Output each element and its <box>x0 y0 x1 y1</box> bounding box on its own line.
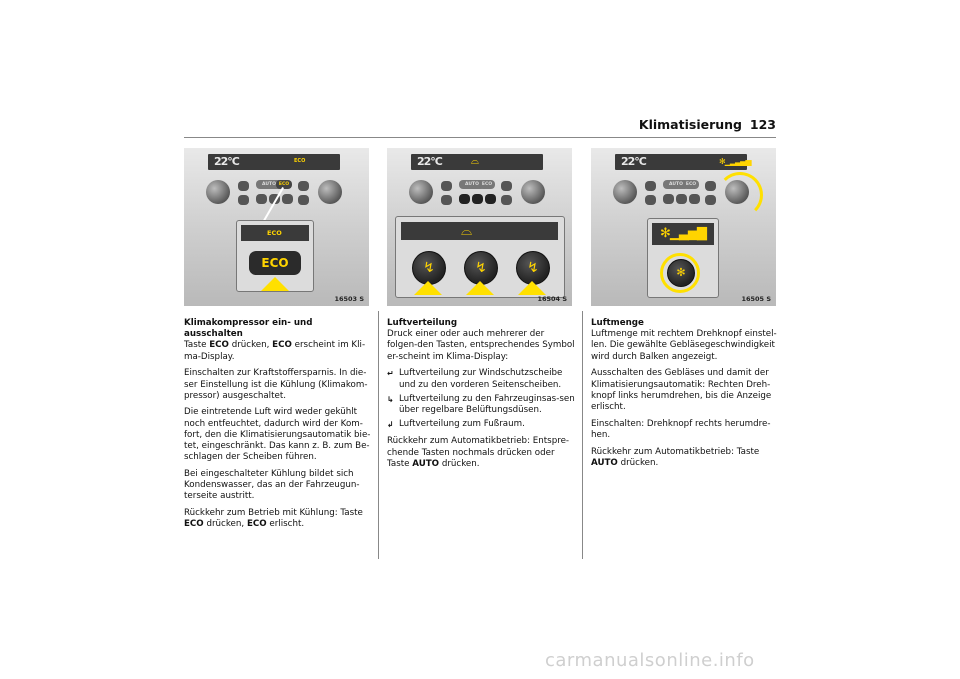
text: Taste <box>184 340 210 351</box>
zoom-display <box>401 222 558 240</box>
text: Luftverteilung zu den Fahrzeuginsas-sen über regelbare Belüftungsdüsen. <box>399 393 575 415</box>
left-knob <box>613 180 637 204</box>
figure-code: 16505 S <box>741 295 771 303</box>
eco-button-large: ECO <box>249 251 301 275</box>
climate-display <box>208 154 340 170</box>
text: erscheint im Kli-ma-Display. <box>184 340 366 362</box>
text: Rückkehr zum Betrieb mit Kühlung: Taste <box>184 508 363 519</box>
windshield-icon: ↯ <box>412 251 446 285</box>
press-arrow <box>466 281 494 295</box>
bold-text: ECO <box>246 519 267 530</box>
button <box>676 194 687 204</box>
section-heading: Klimakompressor ein- und ausschalten <box>184 318 313 340</box>
left-knob <box>206 180 230 204</box>
figure-air-volume <box>591 148 776 306</box>
display-eco-symbol: ECO <box>294 158 306 164</box>
column-air-volume <box>591 318 781 474</box>
text: Rückkehr zum Automatikbetrieb: Entspre-chende Tasten nochmals drücken oder Taste <box>387 436 570 469</box>
figure-code: 16504 S <box>537 295 567 303</box>
paragraph <box>387 318 577 363</box>
section-heading: Luftverteilung <box>387 318 458 328</box>
button <box>441 181 452 191</box>
fan-zoom-panel <box>647 218 719 298</box>
display-temperature: 22°C <box>417 155 442 168</box>
button <box>238 195 249 205</box>
bold-text: ECO <box>272 340 292 351</box>
zoom-display <box>241 225 309 241</box>
rotate-arrow <box>717 172 763 218</box>
windshield-button <box>459 194 470 204</box>
text: drücken, <box>228 340 273 351</box>
fan-knob-icon: ✻ <box>667 259 695 287</box>
list-item <box>387 419 577 430</box>
bold-text: AUTO <box>412 458 440 469</box>
text: Luftverteilung zur Windschutzscheibe und zu den vorderen Seitenscheiben. <box>399 368 563 390</box>
zoom-display <box>652 223 714 245</box>
watermark: carmanualsonline.info <box>545 650 755 671</box>
footwell-icon: ↯ <box>516 251 550 285</box>
text: Luftmenge mit rechtem Drehknopf einstel-len. Die gewählte Gebläsegeschwindigkeit wird durch Balken angezeigt. <box>591 329 777 362</box>
figure-code: 16503 S <box>334 295 364 303</box>
button <box>705 181 716 191</box>
paragraph <box>591 318 781 363</box>
text: Druck einer oder auch mehrerer der folgen-den Tasten, entsprechendes Symbol er-scheint im Klima-Display: <box>387 329 575 362</box>
fan-bars-icon: ✻▁▃▅▇ <box>660 226 706 241</box>
footwell-icon: ↲ <box>387 420 394 430</box>
distribution-zoom-panel <box>395 216 565 298</box>
eco-button: ECO <box>276 180 292 189</box>
column-divider <box>378 311 379 559</box>
text: erlischt. <box>266 519 305 530</box>
vent-icon: ↯ <box>464 251 498 285</box>
press-arrow <box>518 281 546 295</box>
press-arrow <box>261 277 289 291</box>
button <box>298 195 309 205</box>
climate-display <box>411 154 543 170</box>
car-outline-icon: ⌓ <box>461 223 473 239</box>
climate-display <box>615 154 751 170</box>
button <box>663 194 674 204</box>
header-rule <box>184 137 776 138</box>
bold-text: ECO <box>209 340 229 351</box>
column-distribution <box>387 318 577 475</box>
button <box>238 181 249 191</box>
button <box>441 195 452 205</box>
button <box>705 195 716 205</box>
callout-line <box>262 187 284 223</box>
paragraph: Einschalten: Drehknopf rechts herumdre-hen. <box>591 418 771 440</box>
paragraph: Bei eingeschalteter Kühlung bildet sich Kondenswasser, das an der Fahrzeugun-terseite austritt. <box>184 468 360 502</box>
eco-zoom-panel <box>236 220 314 292</box>
display-temperature: 22°C <box>621 155 646 168</box>
page-header <box>184 117 776 137</box>
paragraph: Ausschalten des Gebläses und damit der Klimatisierungsautomatik: Rechten Dreh-knopf links herumdrehen, bis die Anzeige erlischt. <box>591 368 772 412</box>
button <box>645 181 656 191</box>
button <box>256 194 267 204</box>
text: drücken, <box>203 519 247 530</box>
eco-button: ECO <box>479 180 495 189</box>
windshield-icon: ⌓ <box>471 156 479 167</box>
column-divider <box>582 311 583 559</box>
right-knob <box>318 180 342 204</box>
paragraph <box>184 508 374 530</box>
paragraph: Einschalten zur Kraftstoffersparnis. In die-ser Einstellung ist die Kühlung (Klimakom-pressor) ausgeschaltet. <box>184 368 368 401</box>
button <box>501 181 512 191</box>
button <box>645 195 656 205</box>
zoom-display-eco: ECO <box>267 229 282 237</box>
button <box>501 195 512 205</box>
figure-eco-control <box>184 148 369 306</box>
button <box>689 194 700 204</box>
page-title: Klimatisierung <box>638 117 742 132</box>
paragraph <box>387 436 577 470</box>
section-heading: Luftmenge <box>591 318 644 328</box>
text: drücken. <box>617 457 659 468</box>
page-number: 123 <box>749 117 776 132</box>
text: Rückkehr zum Automatikbetrieb: Taste <box>591 446 760 457</box>
button <box>298 181 309 191</box>
bold-text: AUTO <box>591 457 618 468</box>
auto-button: AUTO <box>663 180 689 189</box>
left-knob <box>409 180 433 204</box>
paragraph: Die eintretende Luft wird weder gekühlt noch entfeuchtet, dadurch wird der Kom-fort, den die Klimatisierungsautomatik bie-tet, eingeschränkt. Das kann z. B. zum Be-schlagen der Scheiben führen. <box>184 407 371 463</box>
button <box>282 194 293 204</box>
text: Luftverteilung zum Fußraum. <box>399 419 525 430</box>
paragraph <box>184 318 374 363</box>
paragraph <box>591 447 781 469</box>
eco-button: ECO <box>683 180 699 189</box>
windshield-icon: ↵ <box>387 369 394 379</box>
right-knob <box>521 180 545 204</box>
press-arrow <box>414 281 442 295</box>
bold-text: ECO <box>184 519 204 530</box>
vent-icon: ↳ <box>387 394 394 404</box>
auto-button: AUTO <box>459 180 485 189</box>
list-item <box>387 368 577 390</box>
list-item <box>387 394 577 416</box>
column-eco <box>184 318 374 536</box>
auto-button: AUTO <box>256 180 282 189</box>
display-temperature: 22°C <box>214 155 239 168</box>
fan-bars-icon: ✻▁▂▃▄▅ <box>719 157 751 166</box>
footwell-button <box>485 194 496 204</box>
text: drücken. <box>439 458 480 469</box>
vent-button <box>472 194 483 204</box>
figure-air-distribution <box>387 148 572 306</box>
